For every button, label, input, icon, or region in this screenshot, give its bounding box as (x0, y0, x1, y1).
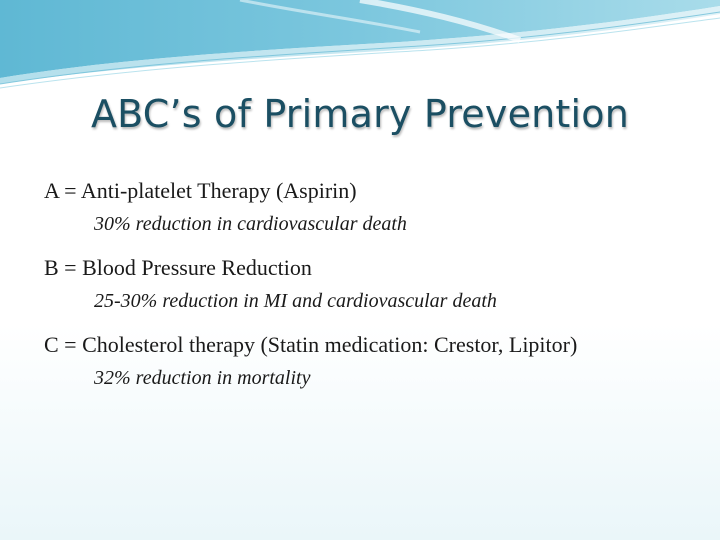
slide-title: ABC’s of Primary Prevention (90, 92, 630, 136)
header-wave-decoration (0, 0, 720, 90)
list-item (44, 253, 704, 315)
item-heading-b: B = Blood Pressure Reduction (44, 255, 312, 280)
item-detail-c: 32% reduction in mortality (94, 367, 311, 389)
item-detail-b: 25-30% reduction in MI and cardiovascular death (94, 290, 497, 312)
list-item (44, 176, 704, 238)
prevention-list (44, 176, 704, 407)
item-detail-a: 30% reduction in cardiovascular death (94, 213, 407, 235)
item-heading-c: C = Cholesterol therapy (Statin medication: Crestor, Lipitor) (44, 332, 578, 357)
item-heading-a: A = Anti-platelet Therapy (Aspirin) (44, 178, 357, 203)
list-item (44, 330, 704, 392)
